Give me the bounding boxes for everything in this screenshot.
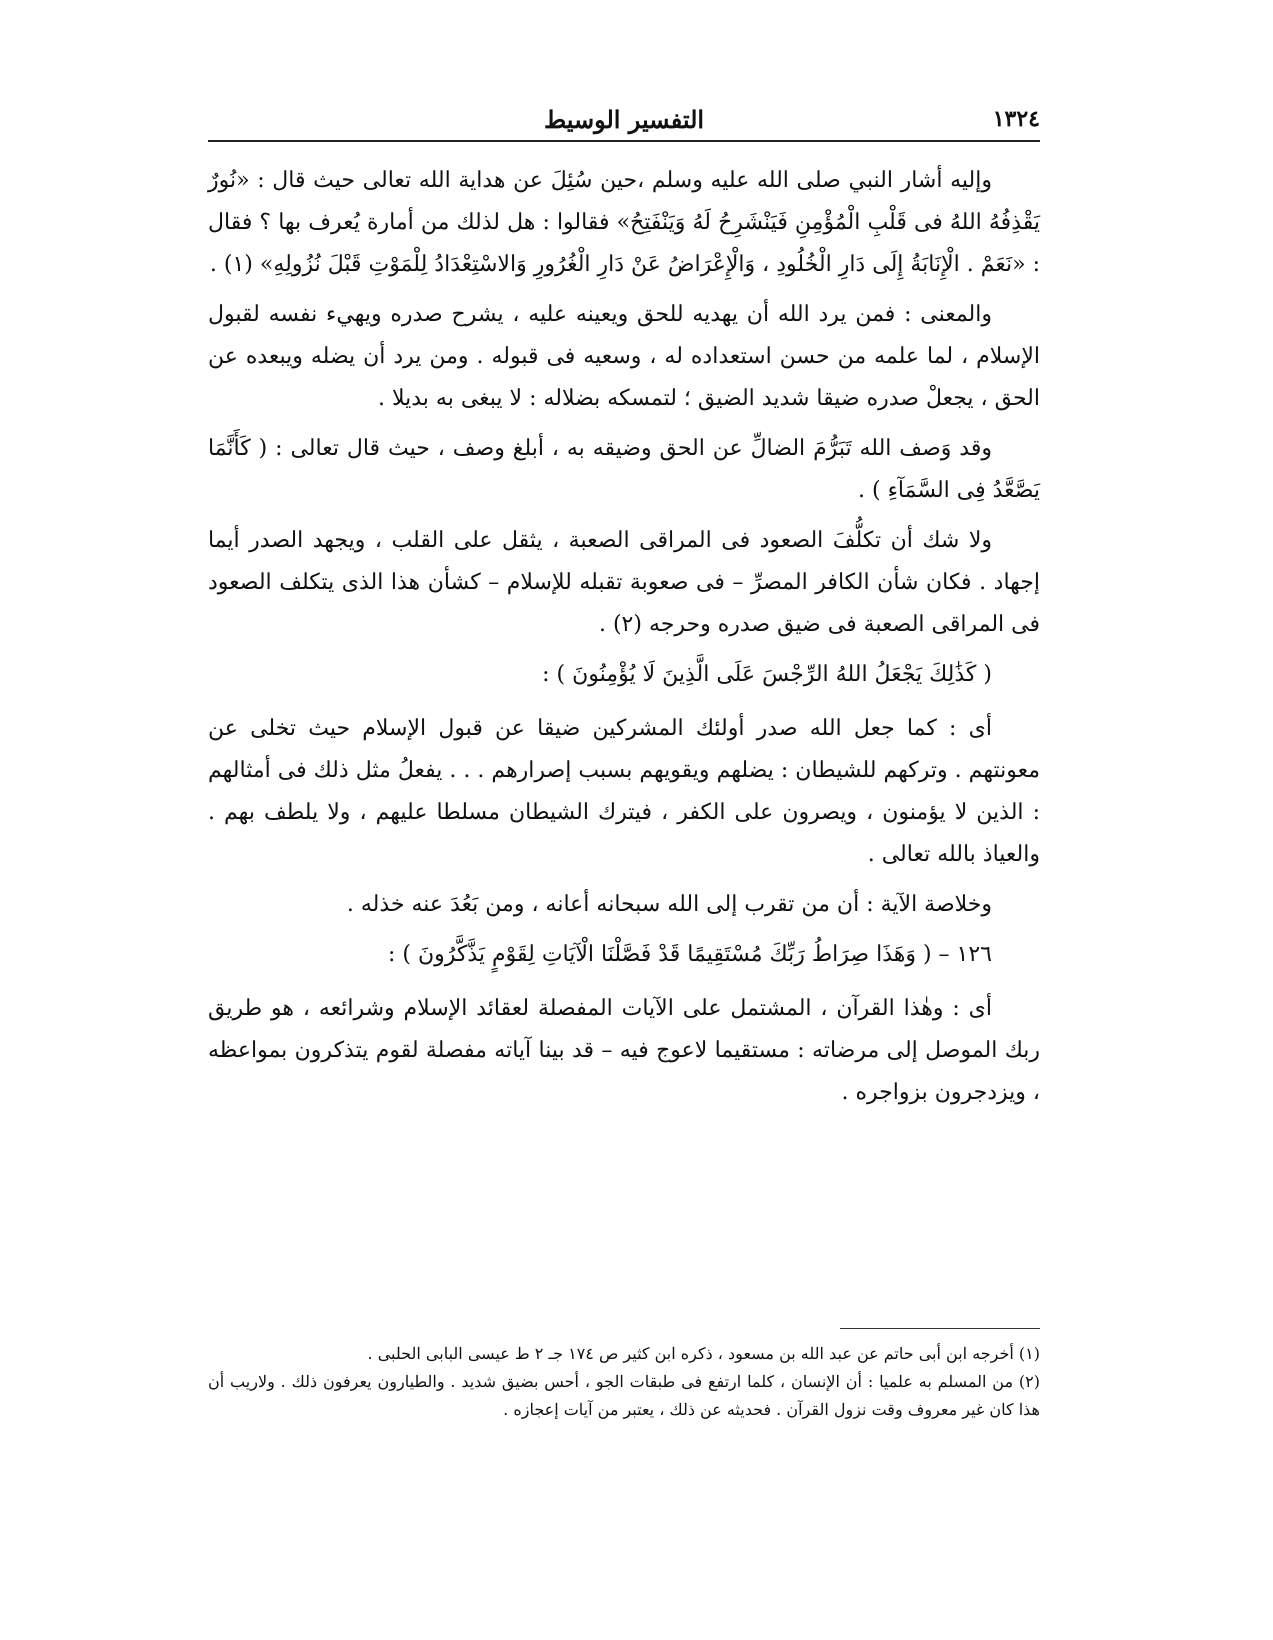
paragraph-hadith: وإليه أشار النبي صلى الله عليه وسلم ،حين سُئِلَ عن هداية الله تعالى حيث قال : «نُورٌ يَقْذِفُهُ اللهُ فى قَلْبِ الْمُؤْمِنِ فَيَنْشَرِحُ لَهُ وَيَنْفَتِحُ» فقالوا : هل لذلك من أمارة يُعرف بها ؟ فقال : «نَعَمْ . الْإِنَابَةُ إِلَى دَارِ الْخُلُودِ ، وَالْإِعْرَاضُ عَنْ دَارِ الْغُرُورِ وَالاسْتِعْدَادُ لِلْمَوْتِ قَبْلَ نُزُولِهِ» (١) . (208, 168, 1040, 277)
main-text (208, 160, 1040, 1122)
paragraph-quran-path: أى : وهٰذا القرآن ، المشتمل على الآيات المفصلة لعقائد الإسلام وشرائعه ، هو طريق ربك الموصل إلى مرضاته : مستقيما لاعوج فيه – قد بينا آياته مفصلة لقوم يتذكرون بمواعظه ، ويزدجرون بزواجره . (208, 996, 1040, 1105)
paragraph-meaning: والمعنى : فمن يرد الله أن يهديه للحق ويعينه عليه ، يشرح صدره ويهيء نفسه لقبول الإسلام ، لما علمه من حسن استعداده له ، وسعيه فى قبوله . ومن يرد أن يضله ويبعده عن الحق ، يجعلْ صدره ضيقا شديد الضيق ؛ لتمسكه بضلاله : لا يبغى به بديلا . (208, 302, 1040, 411)
paragraph-summary: وخلاصة الآية : أن من تقرب إلى الله سبحانه أعانه ، ومن بَعُدَ عنه خذله . (346, 892, 992, 917)
paragraph-explanation: أى : كما جعل الله صدر أولئك المشركين ضيقا عن قبول الإسلام حيث تخلى عن معونتهم . وتركهم للشيطان : يضلهم ويقويهم بسبب إصرارهم . . . يفعلُ مثل ذلك فى أمثالهم : الذين لا يؤمنون ، ويصرون على الكفر ، فيترك الشيطان مسلطا عليهم ، ولا يلطف بهم . والعياذ بالله تعالى . (208, 716, 1040, 867)
footnote-1: (١) أخرجه ابن أبى حاتم عن عبد الله بن مسعود ، ذكره ابن كثير ص ١٧٤ جـ ٢ ط عيسى البابى الحلبى . (367, 1344, 1040, 1363)
page-number: ١٣٢٤ (992, 106, 1040, 132)
footnote-divider (840, 1328, 1040, 1329)
paragraph-ascent: ولا شك أن تكلُّفَ الصعود فى المراقى الصعبة ، يثقل على القلب ، ويجهد الصدر أيما إجهاد . فكان شأن الكافر المصرِّ – فى صعوبة تقبله للإسلام – كشأن هذا الذى يتكلف الصعود فى المراقى الصعبة فى ضيق صدره وحرجه (٢) . (208, 528, 1040, 637)
running-title: التفسير الوسيط (543, 104, 705, 134)
paragraph-description: وقد وَصف الله تَبَرُّمَ الضالِّ عن الحق وضيقه به ، أبلغ وصف ، حيث قال تعالى : ( كَأَنَّمَا يَصَّعَّدُ فِى السَّمَآءِ ) . (208, 436, 1040, 503)
page-header (208, 98, 1040, 142)
footnotes (208, 1340, 1040, 1424)
verse-quote-1: ( كَذَٰلِكَ يَجْعَلُ اللهُ الرِّجْسَ عَلَى الَّذِينَ لَا يُؤْمِنُونَ ) : (542, 662, 992, 687)
footnote-2: (٢) من المسلم به علميا : أن الإنسان ، كلما ارتفع فى طبقات الجو ، أحس بضيق شديد . والطيارون يعرفون ذلك . ولاريب أن هذا كان غير معروف وقت نزول القرآن . فحديثه عن ذلك ، يعتبر من آيات إعجازه . (208, 1372, 1040, 1419)
verse-quote-2: ١٢٦ – ( وَهَذَا صِرَاطُ رَبِّكَ مُسْتَقِيمًا قَدْ فَصَّلْنَا الْآيَاتِ لِقَوْمٍ يَذَّكَّرُونَ ) : (388, 942, 992, 967)
